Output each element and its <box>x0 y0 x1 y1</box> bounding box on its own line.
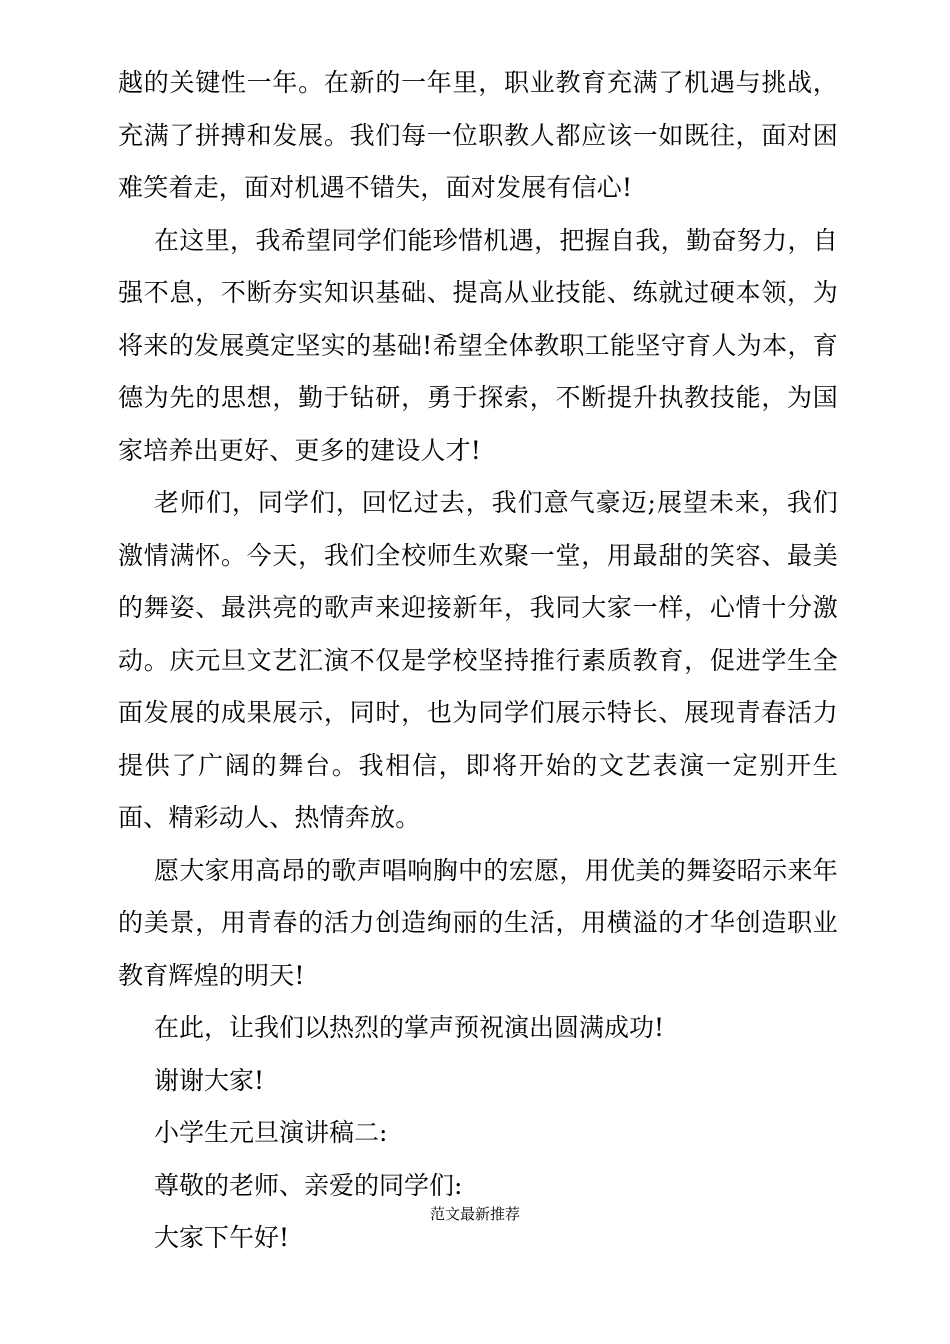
line-salutation: 尊敬的老师、亲爱的同学们: <box>154 1170 463 1200</box>
line-thanks: 谢谢大家! <box>154 1065 265 1095</box>
paragraph-continuation: 越的关键性一年。在新的一年里，职业教育充满了机遇与挑战，充满了拼搏和发展。我们每一位职教人都应该一如既往，面对困难笑着走，面对机遇不错失，面对发展有信心! <box>118 68 838 202</box>
paragraph-new-year-performance: 老师们，同学们，回忆过去，我们意气豪迈;展望未来，我们激情满怀。今天，我们全校师生欢聚一堂，用最甜的笑容、最美的舞姿、最洪亮的歌声来迎接新年，我同大家一样，心情十分激动。庆元旦文艺汇演不仅是学校坚持推行素质教育，促进学生全面发展的成果展示，同时，也为同学们展示特长、展现青春活力提供了广阔的舞台。我相信，即将开始的文艺表演一定别开生面、精彩动人、热情奔放。 <box>118 488 838 832</box>
page-footer: 范文最新推荐 <box>429 1205 520 1223</box>
line-applause: 在此，让我们以热烈的掌声预祝演出圆满成功! <box>154 1013 665 1042</box>
line-greeting: 大家下午好! <box>154 1223 290 1252</box>
paragraph-wishes: 愿大家用高昂的歌声唱响胸中的宏愿，用优美的舞姿昭示来年的美景，用青春的活力创造绚丽的生活，用横溢的才华创造职业教育辉煌的明天! <box>118 855 838 990</box>
section-heading-speech-two: 小学生元旦演讲稿二: <box>154 1118 388 1147</box>
document-body <box>118 57 838 1265</box>
paragraph-hope-students: 在这里，我希望同学们能珍惜机遇，把握自我，勤奋努力，自强不息，不断夯实知识基础、提高从业技能、练就过硬本领，为将来的发展奠定坚实的基础!希望全体教职工能坚守育人为本，育德为先的思想，勤于钻研，勇于探索，不断提升执教技能，为国家培养出更好、更多的建设人才! <box>118 225 838 465</box>
